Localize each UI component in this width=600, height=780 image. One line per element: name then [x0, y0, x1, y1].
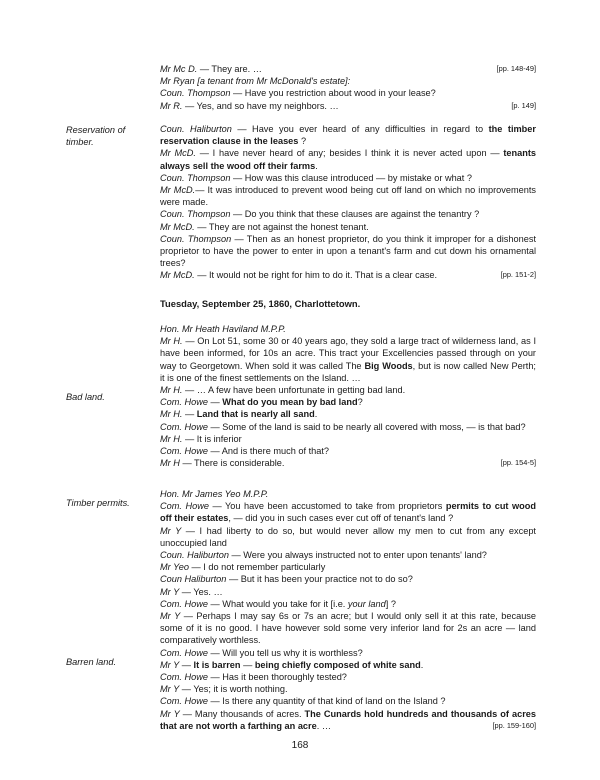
- speaker: Mr McD.: [160, 148, 196, 159]
- speaker: Mr Y: [160, 684, 180, 695]
- testimony-line: Com. Howe — Is there any quantity of that kind of land on the Island ?: [160, 696, 446, 707]
- speaker: Coun. Thompson: [160, 172, 231, 183]
- page-reference: [pp. 159-160]: [492, 720, 536, 730]
- speaker: Mr H.: [160, 433, 183, 444]
- testimony-line: Mr Y — Yes; it is worth nothing.: [160, 684, 288, 695]
- speaker: Coun. Thompson: [160, 233, 232, 244]
- speaker: Mr H.: [160, 385, 183, 396]
- speaker: Com. Howe: [160, 501, 209, 512]
- speaker: Com. Howe: [160, 397, 208, 408]
- section-timber-reservation: [160, 123, 536, 282]
- speaker: Com. Howe: [160, 598, 208, 609]
- testimony-line: [p. 149] Mr R. — Yes, and so have my neighbors. …: [160, 100, 536, 111]
- speaker: Mr H.: [160, 336, 183, 347]
- witness-name: Hon. Mr Heath Haviland M.P.P.: [160, 324, 286, 334]
- testimony-line: Coun. Thompson — Do you think that these clauses are against the tenantry ?: [160, 209, 480, 220]
- speaker: Mr Y: [160, 659, 180, 670]
- margin-note-bad-land: Bad land.: [66, 392, 105, 402]
- testimony-line: Mr Y — Many thousands of acres. The Cunards hold hundreds and thousands of acres that are not worth a farthing an acre. … [pp. 159-160]: [160, 708, 536, 731]
- speaker: Mr McD.: [160, 185, 196, 196]
- speaker: Coun Haliburton: [160, 574, 227, 585]
- margin-note-timber-permits: Timber permits.: [66, 498, 130, 508]
- speaker: Mr McD.: [160, 221, 195, 232]
- page-reference: [pp. 148-49]: [496, 64, 536, 73]
- testimony-line: [pp. 151-2] Mr McD. — It would not be right for him to do it. That is a clear case.: [160, 270, 536, 281]
- testimony-line: Coun. Thompson — Then as an honest proprietor, do you think it improper for a dishonest proprietor to have the power to enter in upon a tenant's farm and cut down his ornamental trees?: [160, 233, 536, 269]
- testimony-line: Com. Howe — Will you tell us why it is worthless?: [160, 647, 363, 658]
- page-reference: [p. 149]: [511, 100, 536, 110]
- testimony-line: [pp. 148-49] Mr Mc D. — They are. …: [160, 64, 536, 74]
- speaker: Coun. Haliburton: [160, 124, 232, 134]
- testimony-line: Coun. Haliburton — Have you ever heard of any difficulties in regard to the timber reservation clause in the leases ?: [160, 124, 536, 147]
- speaker: Mr Yeo: [160, 562, 189, 573]
- speaker: Mr H: [160, 458, 180, 469]
- page-reference: [pp. 151-2]: [500, 270, 536, 280]
- speaker: Com. Howe: [160, 672, 208, 683]
- testimony-line: Mr Y — Yes. …: [160, 586, 223, 597]
- testimony-line: Mr Ryan [a tenant from Mr McDonald's estate]:: [160, 76, 351, 87]
- speaker: Mr R.: [160, 100, 183, 111]
- speaker: Mr McD.: [160, 270, 195, 281]
- speaker: Com. Howe: [160, 446, 208, 457]
- speaker: Com. Howe: [160, 647, 208, 658]
- speaker: Coun. Thompson: [160, 209, 231, 220]
- margin-note-barren-land: Barren land.: [66, 657, 117, 667]
- section-testimony-yeo: [160, 488, 536, 732]
- speaker: Mr Y: [160, 708, 180, 719]
- speaker: Mr Y: [160, 611, 181, 622]
- testimony-line: Mr Y — Perhaps I may say 6s or 7s an acre; but I would only sell it at this rate, because some of it is no good. I have however sold some very inferior land for 2s an acre — land comparatively worthless.: [160, 611, 537, 646]
- date-heading: Tuesday, September 25, 1860, Charlottetown.: [160, 298, 361, 309]
- testimony-line: Mr Y — I had liberty to do so, but would never allow my men to cut from any except unoccupied land: [160, 525, 536, 548]
- speaker: Coun. Haliburton: [160, 550, 229, 561]
- page-reference: [pp. 154-5]: [500, 458, 536, 468]
- section-testimony-mcdonald: [160, 63, 536, 112]
- speaker: Mr Mc D.: [160, 64, 198, 74]
- speaker: Mr Y: [160, 586, 180, 597]
- section-testimony-haviland: [160, 323, 536, 469]
- testimony-line: Com. Howe — Has it been thoroughly tested?: [160, 672, 347, 683]
- margin-note-reservation: Reservation of timber.: [66, 125, 126, 147]
- testimony-line: Coun. Thompson — Have you restriction about wood in your lease?: [160, 88, 436, 99]
- testimony-line: Mr McD. — I have never heard of any; besides I think it is never acted upon — tenants always sell the wood off their farms.: [160, 148, 536, 171]
- testimony-line: Coun Haliburton — But it has been your practice not to do so?: [160, 574, 413, 585]
- testimony-line: Coun. Thompson — How was this clause introduced — by mistake or what ?: [160, 172, 473, 183]
- testimony-line: Mr H. — It is inferior: [160, 433, 242, 444]
- testimony-line: Mr McD. — They are not against the honest tenant.: [160, 221, 369, 232]
- testimony-line: [pp. 154-5] Mr H — There is considerable.: [160, 458, 536, 469]
- speaker: Mr Y: [160, 525, 182, 536]
- speaker: Com. Howe: [160, 696, 208, 707]
- speaker: Com. Howe: [160, 421, 208, 432]
- testimony-line: Mr H. — Land that is nearly all sand.: [160, 409, 318, 420]
- testimony-line: Com. Howe — What do you mean by bad land?: [160, 397, 363, 408]
- speaker: Mr H.: [160, 409, 183, 420]
- testimony-line: Mr Y — It is barren — being chiefly composed of white sand.: [160, 659, 424, 670]
- testimony-line: Com. Howe — What would you take for it [i.e. your land] ?: [160, 598, 396, 609]
- testimony-line: Com. Howe — You have been accustomed to take from proprietors permits to cut wood off their estates, — did you in such cases ever cut off of tenant's land ?: [160, 501, 536, 524]
- speaker: Coun. Thompson: [160, 88, 231, 99]
- testimony-line: Mr Yeo — I do not remember particularly: [160, 562, 326, 573]
- testimony-line: Coun. Haliburton — Were you always instructed not to enter upon tenants' land?: [160, 550, 487, 561]
- testimony-line: Com. Howe — And is there much of that?: [160, 446, 330, 457]
- testimony-line: Mr H. — … A few have been unfortunate in getting bad land.: [160, 385, 406, 396]
- testimony-line: Mr H. — On Lot 51, some 30 or 40 years ago, they sold a large tract of wilderness land, as I have been informed, for 10s an acre. This tract your Excellencies passed through on your way to Georgetown. When sold it was called The Big Woods, but is now called New Perth; it is one of the finest settlements on the Island. …: [160, 336, 536, 383]
- testimony-line: Mr McD.— It was introduced to prevent wood being cut off land on which no improvements were made.: [160, 185, 536, 208]
- witness-name: Hon. Mr James Yeo M.P.P.: [160, 489, 269, 499]
- page-number: 168: [291, 740, 309, 751]
- testimony-line: Com. Howe — Some of the land is said to be nearly all covered with moss, — is that bad?: [160, 421, 526, 432]
